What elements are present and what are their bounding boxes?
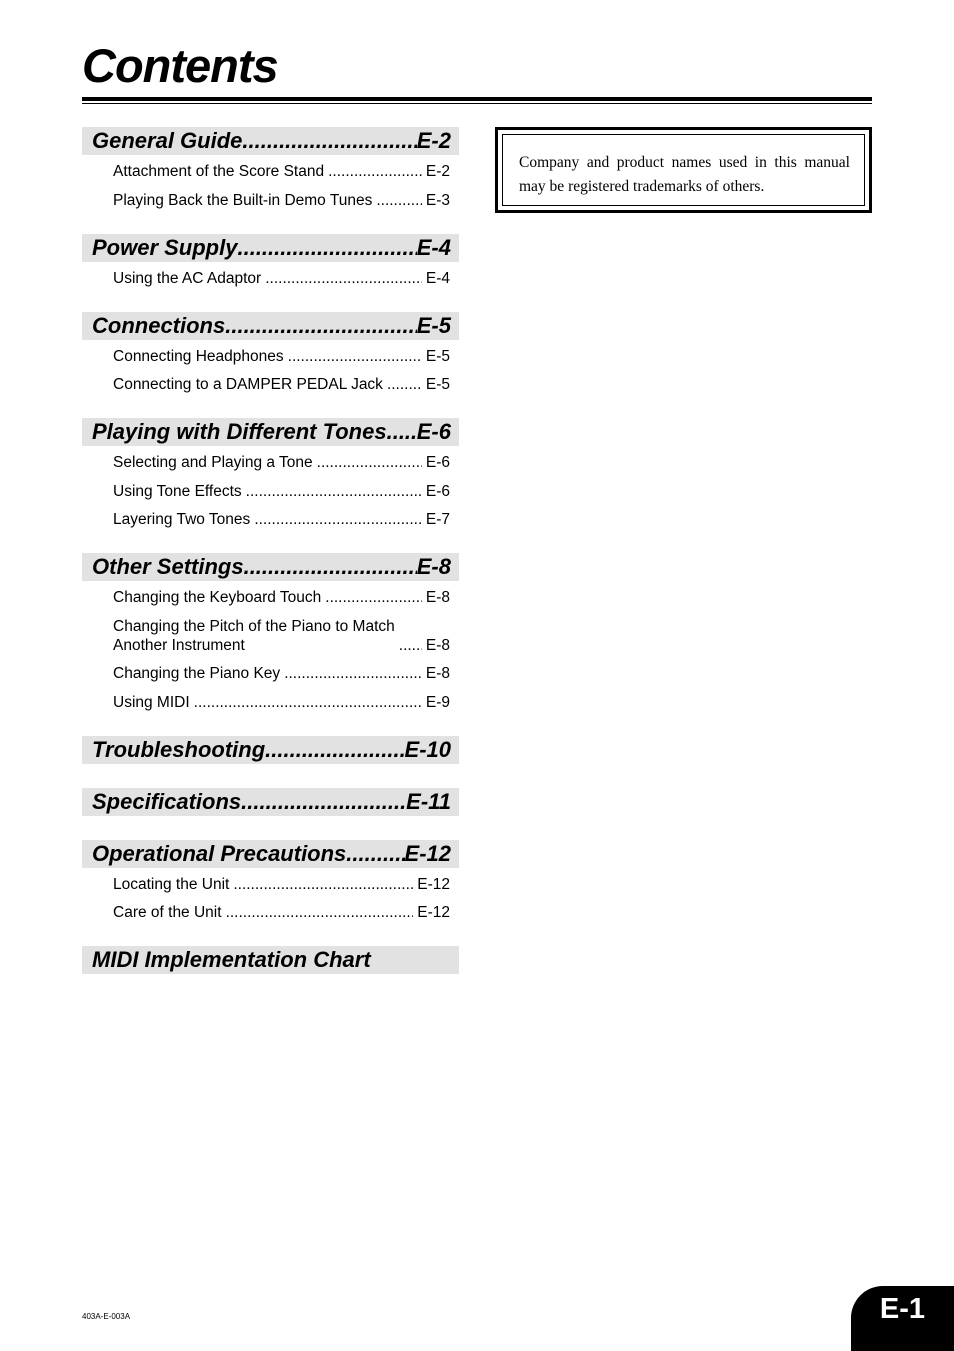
item-title: Changing the Piano Key (113, 665, 281, 682)
toc-item-list (82, 446, 459, 529)
toc-item[interactable] (113, 191, 450, 210)
toc-section-heading[interactable] (82, 312, 459, 340)
item-title: Using Tone Effects (113, 482, 242, 500)
section-title: MIDI Implementation Chart (92, 947, 371, 972)
item-title: Care of the Unit (113, 904, 222, 921)
dot-leader (226, 903, 414, 922)
item-page-number: E-6 (425, 482, 450, 500)
toc-section (82, 127, 459, 210)
toc-section-heading[interactable] (82, 946, 459, 974)
item-title: Connecting to a DAMPER PEDAL Jack (113, 376, 383, 393)
toc-section-heading[interactable] (82, 418, 459, 446)
title-rule-thin (82, 103, 872, 104)
item-page-number: E-8 (425, 665, 450, 682)
dot-leader (194, 693, 422, 712)
toc-item[interactable] (113, 162, 450, 181)
toc-section-heading[interactable] (82, 553, 459, 581)
dot-leader (225, 313, 417, 339)
toc-section (82, 946, 459, 974)
toc-item[interactable] (113, 693, 450, 712)
section-title: Other Settings (92, 554, 244, 579)
item-page-number: E-12 (417, 904, 450, 921)
document-code: 403A-E-003A (82, 1312, 131, 1321)
trademark-notice-text: Company and product names used in this manual may be registered trademarks of others. (502, 134, 865, 206)
item-title: Using MIDI (113, 693, 190, 711)
dot-leader (325, 588, 422, 607)
toc-item[interactable] (113, 617, 450, 655)
dot-leader (317, 453, 422, 472)
dot-leader (288, 347, 422, 366)
dot-leader (399, 636, 422, 655)
toc-section-heading[interactable] (82, 127, 459, 155)
dot-leader (387, 375, 422, 394)
toc-section (82, 312, 459, 395)
item-title: Locating the Unit (113, 875, 230, 893)
toc-item[interactable] (113, 269, 450, 288)
toc-section-heading[interactable] (82, 234, 459, 262)
toc-item[interactable] (113, 510, 450, 529)
item-title: Playing Back the Built-in Demo Tunes (113, 191, 373, 209)
toc-section (82, 840, 459, 923)
section-page-number: E-6 (416, 419, 451, 444)
dot-leader (241, 789, 406, 815)
item-title: Selecting and Playing a Tone (113, 454, 313, 471)
section-title: Connections (92, 312, 226, 338)
item-title: Attachment of the Score Stand (113, 163, 325, 180)
table-of-contents (82, 127, 459, 998)
section-page-number: E-10 (404, 736, 451, 762)
toc-item-list (82, 581, 459, 712)
toc-section (82, 553, 459, 712)
item-page-number: E-2 (425, 163, 450, 180)
toc-item-list (82, 868, 459, 923)
toc-section (82, 788, 459, 816)
section-page-number: E-5 (416, 312, 451, 338)
section-page-number: E-11 (406, 788, 451, 814)
section-title: Power Supply (92, 234, 238, 260)
section-title: Specifications (92, 788, 242, 814)
dot-leader (328, 162, 422, 181)
dot-leader (284, 664, 422, 683)
item-title: Connecting Headphones (113, 347, 284, 365)
toc-item[interactable] (113, 375, 450, 394)
toc-item[interactable] (113, 453, 450, 472)
item-page-number: E-9 (425, 693, 450, 711)
dot-leader (244, 554, 417, 580)
section-page-number: E-2 (416, 128, 451, 153)
page-number-tab (851, 1286, 954, 1351)
toc-item[interactable] (113, 588, 450, 607)
dot-leader (246, 482, 422, 501)
section-title: Operational Precautions (92, 840, 347, 866)
dot-leader (346, 841, 404, 867)
toc-section (82, 234, 459, 288)
item-title: Changing the Keyboard Touch (113, 589, 322, 606)
toc-item-list (82, 262, 459, 288)
page-title: Contents (82, 39, 278, 92)
title-rule-thick (82, 97, 872, 101)
toc-section-heading[interactable] (82, 788, 459, 816)
toc-item-list (82, 340, 459, 395)
item-page-number: E-5 (425, 376, 450, 393)
item-page-number: E-7 (425, 511, 450, 528)
section-title: Playing with Different Tones (92, 419, 387, 444)
dot-leader (237, 235, 416, 261)
toc-item[interactable] (113, 903, 450, 922)
dot-leader (265, 737, 404, 763)
toc-item[interactable] (113, 664, 450, 683)
trademark-notice-box (495, 127, 872, 213)
item-page-number: E-12 (417, 875, 450, 893)
toc-section-heading[interactable] (82, 736, 459, 764)
toc-item-list (82, 155, 459, 210)
toc-item[interactable] (113, 875, 450, 894)
dot-leader (233, 875, 413, 894)
item-page-number: E-5 (425, 347, 450, 365)
item-page-number: E-8 (425, 636, 450, 654)
toc-item[interactable] (113, 347, 450, 366)
section-page-number: E-4 (416, 234, 451, 260)
dot-leader (254, 510, 422, 529)
item-page-number: E-4 (425, 269, 450, 287)
section-title: General Guide (92, 128, 243, 153)
section-page-number: E-12 (404, 840, 451, 866)
dot-leader (265, 269, 422, 288)
item-title: Layering Two Tones (113, 511, 251, 528)
section-page-number: E-8 (416, 554, 451, 579)
dot-leader (376, 191, 422, 210)
item-title: Changing the Pitch of the Piano to Match Another Instrument (113, 617, 395, 654)
dot-leader (242, 128, 416, 154)
toc-item[interactable] (113, 482, 450, 501)
item-page-number: E-8 (425, 589, 450, 606)
item-title: Using the AC Adaptor (113, 269, 262, 287)
toc-section (82, 418, 459, 529)
toc-section (82, 736, 459, 764)
page-number: E-1 (879, 1293, 926, 1325)
dot-leader (387, 419, 417, 445)
item-page-number: E-6 (425, 454, 450, 471)
section-title: Troubleshooting (92, 736, 266, 762)
item-page-number: E-3 (425, 191, 450, 209)
toc-section-heading[interactable] (82, 840, 459, 868)
